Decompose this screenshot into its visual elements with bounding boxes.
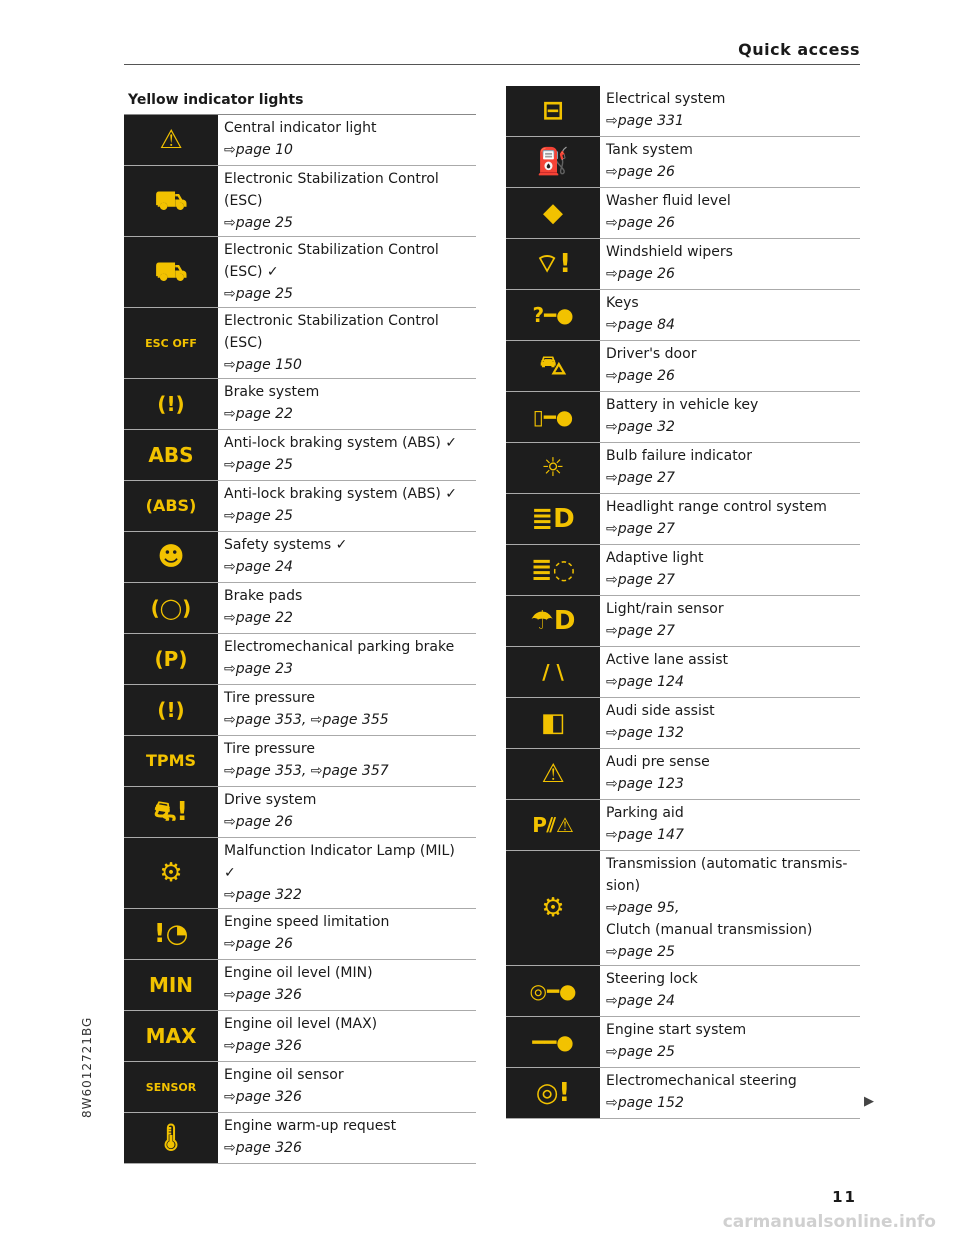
oil-level-min-icon: MIN — [148, 973, 194, 997]
indicator-row — [506, 290, 860, 341]
indicator-description — [600, 966, 698, 1016]
indicator-icon-cell — [124, 1113, 218, 1163]
indicator-row — [124, 583, 476, 634]
indicator-description — [600, 1017, 746, 1067]
indicator-description — [218, 909, 389, 959]
description-line: Audi side assist — [606, 703, 715, 719]
indicator-description — [600, 851, 847, 965]
page-reference-link[interactable]: ⇨page 27 — [606, 572, 675, 588]
indicator-icon-cell — [124, 237, 218, 307]
description-line: Active lane assist — [606, 652, 729, 668]
esc-skid-car-icon: ⛟ — [154, 186, 188, 216]
indicator-description — [600, 596, 724, 646]
description-line: Brake system — [224, 384, 320, 400]
description-line: Headlight range control system — [606, 499, 827, 515]
tire-pressure-icon: (!) — [157, 698, 185, 722]
esc-off-car-icon: ⛟ — [154, 257, 188, 287]
engine-mil-icon: ⚙ — [159, 858, 183, 888]
indicator-row — [506, 1017, 860, 1068]
description-line: Driver's door — [606, 346, 697, 362]
indicator-icon-cell — [124, 115, 218, 165]
indicator-description — [218, 237, 439, 307]
page-reference-link[interactable]: ⇨page 25 — [224, 215, 293, 231]
indicator-description — [218, 308, 439, 378]
steering-lock-icon: ◎━● — [529, 979, 577, 1003]
description-line: (ESC) — [224, 193, 263, 209]
indicator-description — [218, 838, 455, 908]
battery-icon: ⊟ — [542, 96, 564, 126]
indicator-description — [218, 1113, 396, 1163]
parking-aid-icon: P⫽⚠ — [532, 813, 574, 837]
indicator-icon-cell — [124, 787, 218, 837]
description-line: Engine oil sensor — [224, 1067, 344, 1083]
indicator-row — [124, 736, 476, 787]
page-reference-link[interactable]: ⇨page 26 — [224, 814, 293, 830]
headlight-range-icon: ≣D — [531, 504, 575, 534]
indicator-description — [600, 647, 728, 697]
indicator-description — [600, 494, 827, 544]
page-reference-link[interactable]: ⇨page 124 — [606, 674, 684, 690]
right-column — [506, 86, 860, 1119]
page-reference-link[interactable]: ⇨page 27 — [606, 521, 675, 537]
page-reference-link[interactable]: ⇨page 147 — [606, 827, 684, 843]
indicator-row — [506, 966, 860, 1017]
indicator-row — [124, 430, 476, 481]
indicator-icon-cell — [124, 736, 218, 786]
description-line: Parking aid — [606, 805, 684, 821]
indicator-row — [124, 237, 476, 308]
indicator-icon-cell — [124, 430, 218, 480]
wipers-icon: ⌔! — [534, 249, 572, 279]
indicator-row — [506, 494, 860, 545]
indicator-row — [506, 341, 860, 392]
indicator-row — [506, 545, 860, 596]
indicator-row — [124, 532, 476, 583]
indicator-row — [506, 800, 860, 851]
indicator-row — [124, 1113, 476, 1164]
indicator-icon-cell — [506, 1017, 600, 1067]
indicator-icon-cell — [506, 137, 600, 187]
indicator-row — [506, 86, 860, 137]
description-line: Electromechanical steering — [606, 1073, 797, 1089]
description-line: Drive system — [224, 792, 317, 808]
indicator-row — [124, 1011, 476, 1062]
page-header-title: Quick access — [738, 40, 860, 59]
page-reference-link[interactable]: ⇨page 95, — [606, 900, 680, 916]
indicator-icon-cell — [124, 960, 218, 1010]
indicator-description — [218, 532, 347, 582]
page-number: 11 — [832, 1188, 857, 1206]
description-line: Tire pressure — [224, 741, 315, 757]
indicator-description — [600, 698, 715, 748]
key-battery-icon: ▯━● — [532, 405, 574, 429]
section-title: Yellow indicator lights — [124, 86, 476, 115]
page-reference-link[interactable]: ⇨page 353, ⇨page 355 — [224, 712, 389, 728]
description-line: (ESC) ✓ — [224, 264, 279, 280]
indicator-row — [506, 698, 860, 749]
continue-arrow-icon: ▶ — [864, 1094, 874, 1109]
page-reference-link[interactable]: ⇨page 25 — [224, 457, 293, 473]
indicator-row — [124, 634, 476, 685]
indicator-description — [218, 736, 389, 786]
page-reference-link[interactable]: ⇨page 26 — [606, 215, 675, 231]
indicator-icon-cell — [506, 443, 600, 493]
indicator-row — [124, 787, 476, 838]
indicator-icon-cell — [506, 290, 600, 340]
page-reference-link[interactable]: ⇨page 22 — [224, 610, 293, 626]
indicator-icon-cell — [124, 481, 218, 531]
indicator-icon-cell — [506, 188, 600, 238]
page-reference-link[interactable]: ⇨page 326 — [224, 1038, 302, 1054]
indicator-icon-cell — [506, 392, 600, 442]
light-rain-sensor-icon: ☂D — [530, 606, 576, 636]
page-reference-link[interactable]: ⇨page 22 — [224, 406, 293, 422]
indicator-icon-cell — [124, 532, 218, 582]
watermark: carmanualsonline.info — [722, 1212, 936, 1232]
indicator-icon-cell — [506, 851, 600, 965]
description-line: Washer fluid level — [606, 193, 731, 209]
page-reference-link[interactable]: ⇨page 26 — [606, 266, 675, 282]
description-line: Anti-lock braking system (ABS) ✓ — [224, 486, 458, 502]
page-reference-link[interactable]: ⇨page 25 — [606, 944, 675, 960]
indicator-row — [506, 188, 860, 239]
indicator-description — [218, 1062, 344, 1112]
parking-brake-icon: (P) — [154, 647, 188, 671]
engine-start-key-icon: ━━● — [532, 1030, 574, 1054]
indicator-description — [218, 583, 302, 633]
indicator-icon-cell — [506, 1068, 600, 1118]
indicator-icon-cell — [506, 698, 600, 748]
fuel-pump-icon: ⛽ — [536, 147, 570, 177]
indicator-description — [218, 787, 316, 837]
description-line: Windshield wipers — [606, 244, 733, 260]
page-reference-link[interactable]: ⇨page 27 — [606, 623, 675, 639]
page-reference-link[interactable]: ⇨page 24 — [606, 993, 675, 1009]
airbag-icon: ☻ — [157, 542, 185, 572]
indicator-description — [600, 341, 696, 391]
header-rule — [124, 64, 860, 65]
indicator-description — [600, 443, 752, 493]
description-line: Transmission (automatic transmis- — [606, 856, 848, 872]
indicator-description — [218, 634, 454, 684]
description-line: Electronic Stabilization Control — [224, 171, 439, 187]
page-reference-link[interactable]: ⇨page 331 — [606, 113, 684, 129]
description-line: Safety systems ✓ — [224, 537, 348, 553]
description-line: Engine oil level (MAX) — [224, 1016, 378, 1032]
page-reference-link[interactable]: ⇨page 326 — [224, 987, 302, 1003]
indicator-row — [506, 1068, 860, 1119]
indicator-row — [124, 909, 476, 960]
indicator-icon-cell — [124, 1062, 218, 1112]
oil-sensor-icon: SENSOR — [145, 1080, 197, 1094]
page-reference-link[interactable]: ⇨page 32 — [606, 419, 675, 435]
indicator-icon-cell — [506, 86, 600, 136]
description-line: Engine start system — [606, 1022, 747, 1038]
pre-sense-icon: ⚠ — [541, 759, 565, 789]
description-line: sion) — [606, 878, 641, 894]
drive-system-icon: ⛐! — [153, 797, 189, 827]
indicator-row — [506, 647, 860, 698]
indicator-row — [506, 851, 860, 966]
indicator-icon-cell — [124, 685, 218, 735]
indicator-description — [218, 430, 457, 480]
description-line: Central indicator light — [224, 120, 377, 136]
indicator-row — [124, 379, 476, 430]
indicator-row — [124, 1062, 476, 1113]
indicator-icon-cell — [124, 308, 218, 378]
description-line: Electronic Stabilization Control — [224, 242, 439, 258]
indicator-description — [600, 1068, 797, 1118]
steering-warning-icon: ◎! — [535, 1078, 571, 1108]
indicator-icon-cell — [506, 647, 600, 697]
description-line: Clutch (manual transmission) — [606, 922, 813, 938]
page-reference-link[interactable]: ⇨page 150 — [224, 357, 302, 373]
indicator-icon-cell — [124, 166, 218, 236]
indicator-description — [600, 137, 693, 187]
indicator-row — [506, 392, 860, 443]
bulb-failure-icon: ☼ — [541, 453, 565, 483]
indicator-row — [506, 749, 860, 800]
page-reference-link[interactable]: ⇨page 23 — [224, 661, 293, 677]
description-line: Audi pre sense — [606, 754, 710, 770]
indicator-description — [600, 188, 731, 238]
indicator-description — [600, 800, 684, 850]
page-reference-link[interactable]: ⇨page 123 — [606, 776, 684, 792]
indicator-description — [218, 960, 373, 1010]
indicator-row — [506, 137, 860, 188]
page-reference-link[interactable]: ⇨page 25 — [606, 1044, 675, 1060]
description-line: Engine speed limitation — [224, 914, 390, 930]
indicator-description — [600, 239, 733, 289]
washer-fluid-icon: ◆ — [543, 198, 563, 228]
description-line: Steering lock — [606, 971, 698, 987]
indicator-description — [600, 545, 703, 595]
indicator-row — [506, 239, 860, 290]
indicator-row — [124, 685, 476, 736]
indicator-row — [124, 838, 476, 909]
page-reference-link[interactable]: ⇨page 25 — [224, 508, 293, 524]
indicator-icon-cell — [124, 838, 218, 908]
description-line: Tank system — [606, 142, 693, 158]
indicator-icon-cell — [124, 909, 218, 959]
description-line: Brake pads — [224, 588, 303, 604]
indicator-description — [218, 166, 439, 236]
page-reference-link[interactable]: ⇨page 10 — [224, 142, 293, 158]
indicator-description — [218, 115, 377, 165]
indicator-icon-cell — [506, 966, 600, 1016]
indicator-row — [506, 596, 860, 647]
indicator-description — [218, 685, 389, 735]
indicator-icon-cell — [124, 583, 218, 633]
page-reference-link[interactable]: ⇨page 26 — [606, 164, 675, 180]
oil-level-max-icon: MAX — [145, 1024, 197, 1048]
page-reference-link[interactable]: ⇨page 353, ⇨page 357 — [224, 763, 389, 779]
indicator-icon-cell — [506, 239, 600, 289]
indicator-description — [218, 1011, 377, 1061]
page-reference-link[interactable]: ⇨page 132 — [606, 725, 684, 741]
warning-triangle-icon: ⚠ — [159, 125, 183, 155]
description-line: Tire pressure — [224, 690, 315, 706]
indicator-icon-cell — [506, 341, 600, 391]
page-reference-link[interactable]: ⇨page 24 — [224, 559, 293, 575]
description-line: Engine warm-up request — [224, 1118, 397, 1134]
description-line: ✓ — [224, 865, 236, 881]
abs-circle-icon: (ABS) — [145, 496, 197, 515]
page-reference-link[interactable]: ⇨page 322 — [224, 887, 302, 903]
indicator-icon-cell — [124, 634, 218, 684]
description-line: (ESC) — [224, 335, 263, 351]
esc-off-text-icon: ESC OFF — [145, 336, 197, 350]
indicator-row — [124, 308, 476, 379]
description-line: Battery in vehicle key — [606, 397, 759, 413]
key-question-icon: ?━● — [532, 303, 574, 327]
description-line: Adaptive light — [606, 550, 704, 566]
page-reference-link[interactable]: ⇨page 26 — [224, 936, 293, 952]
transmission-gear-icon: ⚙ — [541, 893, 565, 923]
description-line: Electrical system — [606, 91, 726, 107]
indicator-row — [124, 960, 476, 1011]
page-reference-link[interactable]: ⇨page 27 — [606, 470, 675, 486]
indicator-row — [124, 481, 476, 532]
warm-up-thermometer-icon: 🌡 — [154, 1123, 188, 1153]
page-reference-link[interactable]: ⇨page 326 — [224, 1140, 302, 1156]
description-line: Engine oil level (MIN) — [224, 965, 373, 981]
page-reference-link[interactable]: ⇨page 26 — [606, 368, 675, 384]
brake-pads-icon: (◯) — [150, 596, 192, 620]
description-line: Malfunction Indicator Lamp (MIL) — [224, 843, 455, 859]
document-code: 8W6012721BG — [80, 1016, 94, 1118]
door-lock-icon: ⛍ — [539, 351, 567, 381]
indicator-description — [600, 290, 675, 340]
right-indicator-table — [506, 86, 860, 1119]
indicator-description — [600, 392, 758, 442]
indicator-row — [506, 443, 860, 494]
lane-assist-icon: / \ — [542, 660, 564, 684]
tpms-text-icon: TPMS — [145, 751, 197, 770]
adaptive-light-icon: ≣◌ — [530, 555, 576, 585]
description-line: Light/rain sensor — [606, 601, 724, 617]
indicator-row — [124, 115, 476, 166]
description-line: Keys — [606, 295, 639, 311]
side-assist-icon: ◧ — [540, 708, 566, 738]
brake-system-icon: (!) — [157, 392, 185, 416]
page-reference-link[interactable]: ⇨page 25 — [224, 286, 293, 302]
description-line: Electromechanical parking brake — [224, 639, 455, 655]
indicator-row — [124, 166, 476, 237]
description-line: Electronic Stabilization Control — [224, 313, 439, 329]
description-line: Bulb failure indicator — [606, 448, 753, 464]
indicator-icon-cell — [506, 596, 600, 646]
indicator-icon-cell — [506, 545, 600, 595]
description-line: Anti-lock braking system (ABS) ✓ — [224, 435, 458, 451]
indicator-icon-cell — [506, 749, 600, 799]
engine-speed-limit-icon: !◔ — [153, 919, 189, 949]
indicator-icon-cell — [124, 1011, 218, 1061]
indicator-description — [218, 481, 457, 531]
left-column — [124, 86, 476, 1164]
indicator-description — [600, 749, 710, 799]
indicator-description — [600, 86, 725, 136]
indicator-icon-cell — [506, 494, 600, 544]
page-reference-link[interactable]: ⇨page 326 — [224, 1089, 302, 1105]
indicator-description — [218, 379, 319, 429]
page-reference-link[interactable]: ⇨page 152 — [606, 1095, 684, 1111]
abs-text-icon: ABS — [148, 443, 194, 467]
page-reference-link[interactable]: ⇨page 84 — [606, 317, 675, 333]
indicator-icon-cell — [124, 379, 218, 429]
left-indicator-table — [124, 115, 476, 1164]
indicator-icon-cell — [506, 800, 600, 850]
